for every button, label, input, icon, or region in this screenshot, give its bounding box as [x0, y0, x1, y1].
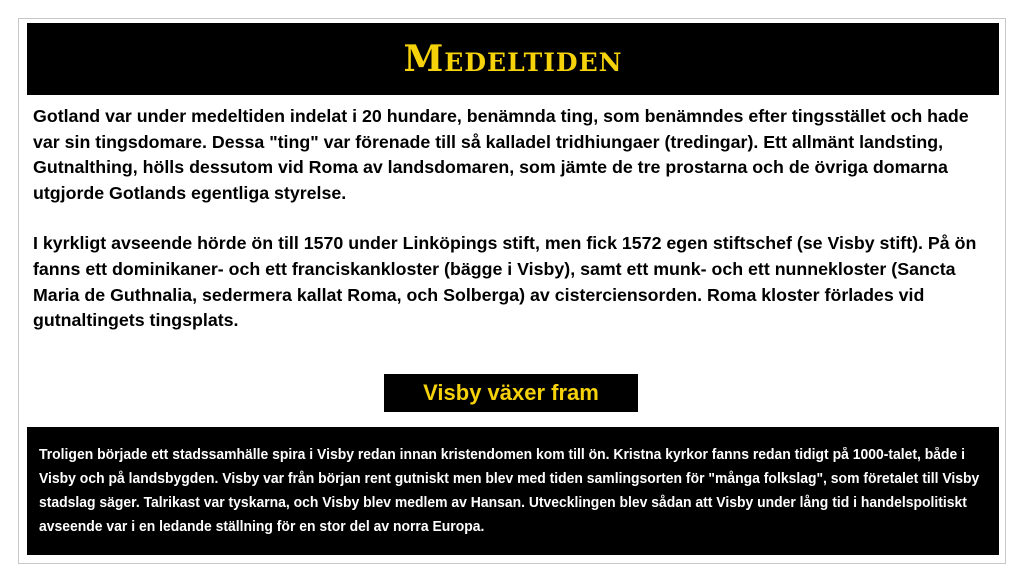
bottom-paragraph: Troligen började ett stadssamhälle spira i Visby redan innan kristendomen kom till ön. Kristna kyrkor fanns redan tidigt på 1000-talet, både i Visby och på landsbygden. Visby var från början rent gutniskt men blev med tiden samlingsorten för "många folkslag", som företalet till Visby stadslag säger. Talrikast var tyskarna, och Visby blev medlem av Hansan. Utvecklingen blev sådan att Visby under lång tid i handelspolitiskt avseende var i en ledande ställning för en stor del av norra Europa.	[39, 447, 980, 535]
body-paragraph: I kyrkligt avseende hörde ön till 1570 under Linköpings stift, men fick 1572 egen stiftschef (se Visby stift). På ön fanns ett dominikaner- och ett franciskankloster (bägge i Visby), samt ett munk- och ett nunnekloster (Sancta Maria de Guthnalia, sedermera kallat Roma, och Solberga) av cisterciensorden. Roma kloster förlades vid gutnaltingets tingsplats.	[33, 233, 977, 331]
slide-body	[33, 104, 995, 334]
slide-title: Medeltiden	[403, 38, 623, 80]
bottom-text-box	[27, 427, 999, 555]
subheading-box	[384, 374, 638, 412]
subheading: Visby växer fram	[423, 380, 599, 405]
title-bar	[27, 23, 999, 95]
body-paragraph: Gotland var under medeltiden indelat i 20 hundare, benämnda ting, som benämndes efter tingsstället och hade var sin tingsdomare. Dessa "ting" var förenade till så kalladel tridhiungaer (tredingar). Ett allmänt landsting, Gutnalthing, hölls dessutom vid Roma av landsdomaren, som jämte de tre prostarna och de övriga domarna utgjorde Gotlands egentliga styrelse.	[33, 106, 969, 203]
slide	[18, 18, 1006, 564]
